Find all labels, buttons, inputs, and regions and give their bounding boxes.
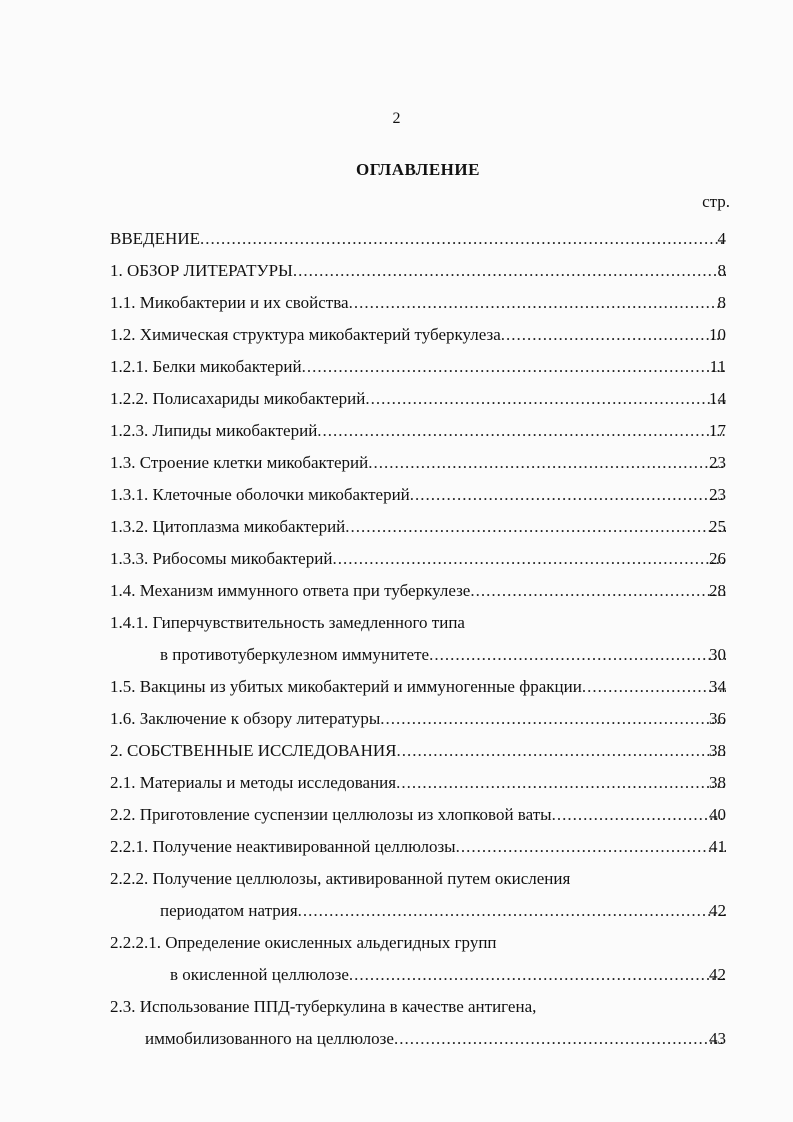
toc-entry-page: 23 [709, 485, 726, 504]
toc-entry-page: 28 [709, 581, 726, 600]
toc-entry [0, 991, 793, 1023]
toc-entry-text: 1.3.1. Клеточные оболочки микобактерий [110, 485, 410, 504]
toc-entry-text: 1. ОБЗОР ЛИТЕРАТУРЫ [110, 261, 293, 280]
toc-entry-text-cont: в противотуберкулезном иммунитете [160, 645, 430, 664]
toc-entry-text: 1.2. Химическая структура микобактерий туберкулеза [110, 325, 501, 344]
toc-entry-text: 2.2.2. Получение целлюлозы, активированной путем окисления [110, 869, 571, 888]
toc-entry-text: 1.1. Микобактерии и их свойства [110, 293, 349, 312]
toc-entry-text: 1.4.1. Гиперчувствительность замедленного типа [110, 613, 465, 632]
toc-entry [0, 831, 793, 863]
toc-entry-text: 2.2. Приготовление суспензии целлюлозы из хлопковой ваты [110, 805, 552, 824]
toc-entry [0, 287, 793, 319]
toc-entry [0, 575, 793, 607]
toc-entry [0, 703, 793, 735]
toc-entry-text: 1.5. Вакцины из убитых микобактерий и иммуногенные фракции [110, 677, 582, 696]
toc-entry-page: 38 [709, 741, 726, 760]
toc-entry-text: 1.2.3. Липиды микобактерий [110, 421, 318, 440]
page-title: ОГЛАВЛЕНИЕ [356, 160, 480, 179]
toc-entry-text-cont: периодатом натрия [160, 901, 298, 920]
toc-entry [0, 223, 793, 255]
toc-entry [0, 799, 793, 831]
toc-entry [0, 863, 793, 895]
toc-entry-text: 2.2.1. Получение неактивированной целлюлозы [110, 837, 456, 856]
toc-entry-text: ВВЕДЕНИЕ [110, 229, 200, 248]
toc-entry-text: 2.2.2.1. Определение окисленных альдегидных групп [110, 933, 497, 952]
toc-entry-text: 2.3. Использование ППД-туберкулина в качестве антигена, [110, 997, 537, 1016]
toc-entry-text: 1.3.2. Цитоплазма микобактерий [110, 517, 346, 536]
toc-entry-page: 8 [717, 261, 726, 280]
toc-entry [0, 255, 793, 287]
toc-entry [0, 511, 793, 543]
toc-entry-text: 2. СОБСТВЕННЫЕ ИССЛЕДОВАНИЯ [110, 741, 397, 760]
toc-entry [0, 607, 793, 639]
toc-entry [0, 767, 793, 799]
toc-entry [0, 927, 793, 959]
toc-entry-text: 1.3.3. Рибосомы микобактерий [110, 549, 333, 568]
toc-entry-text: 1.4. Механизм иммунного ответа при туберкулезе [110, 581, 471, 600]
toc-entry-page: 40 [709, 805, 726, 824]
toc-entry [0, 735, 793, 767]
toc-entry-page: 23 [709, 453, 726, 472]
toc-entry-page: 10 [709, 325, 726, 344]
toc-entry-page: 4 [717, 229, 726, 248]
toc-entry-page: 14 [709, 389, 726, 408]
toc-entry-text: 2.1. Материалы и методы исследования [110, 773, 397, 792]
toc-entry [0, 543, 793, 575]
toc-entry-continuation [0, 895, 793, 927]
toc-entry [0, 447, 793, 479]
toc-entry-page: 25 [709, 517, 726, 536]
toc-entry-continuation [0, 1023, 793, 1055]
toc-entry [0, 671, 793, 703]
toc-entry-text: 1.6. Заключение к обзору литературы [110, 709, 381, 728]
toc-entry-page: 30 [709, 645, 726, 664]
pages-column-label: стр. [702, 192, 730, 211]
toc-entry-page: 11 [709, 357, 726, 376]
toc-entry-page: 38 [709, 773, 726, 792]
toc-entry-text-cont: в окисленной целлюлозе [170, 965, 349, 984]
toc-entry-page: 34 [709, 677, 726, 696]
toc-entry-page: 26 [709, 549, 726, 568]
toc-entry-page: 41 [709, 837, 726, 856]
toc-entry [0, 479, 793, 511]
toc-entry-continuation [0, 959, 793, 991]
toc-entry-text: 1.2.2. Полисахариды микобактерий [110, 389, 366, 408]
toc-entry-page: 42 [709, 901, 726, 920]
toc-entry [0, 415, 793, 447]
toc-entry-page: 36 [709, 709, 726, 728]
toc-entry-page: 43 [709, 1029, 726, 1048]
toc-entry-text-cont: иммобилизованного на целлюлозе [145, 1029, 394, 1048]
toc-entry [0, 383, 793, 415]
toc-entry-page: 42 [709, 965, 726, 984]
toc-entry-text: 1.2.1. Белки микобактерий [110, 357, 302, 376]
toc-entry-continuation [0, 639, 793, 671]
toc-entry [0, 351, 793, 383]
toc-entry-text: 1.3. Строение клетки микобактерий [110, 453, 369, 472]
toc-entry [0, 319, 793, 351]
page-number: 2 [392, 110, 401, 127]
toc-entry-page: 8 [717, 293, 726, 312]
toc-entry-page: 17 [709, 421, 726, 440]
